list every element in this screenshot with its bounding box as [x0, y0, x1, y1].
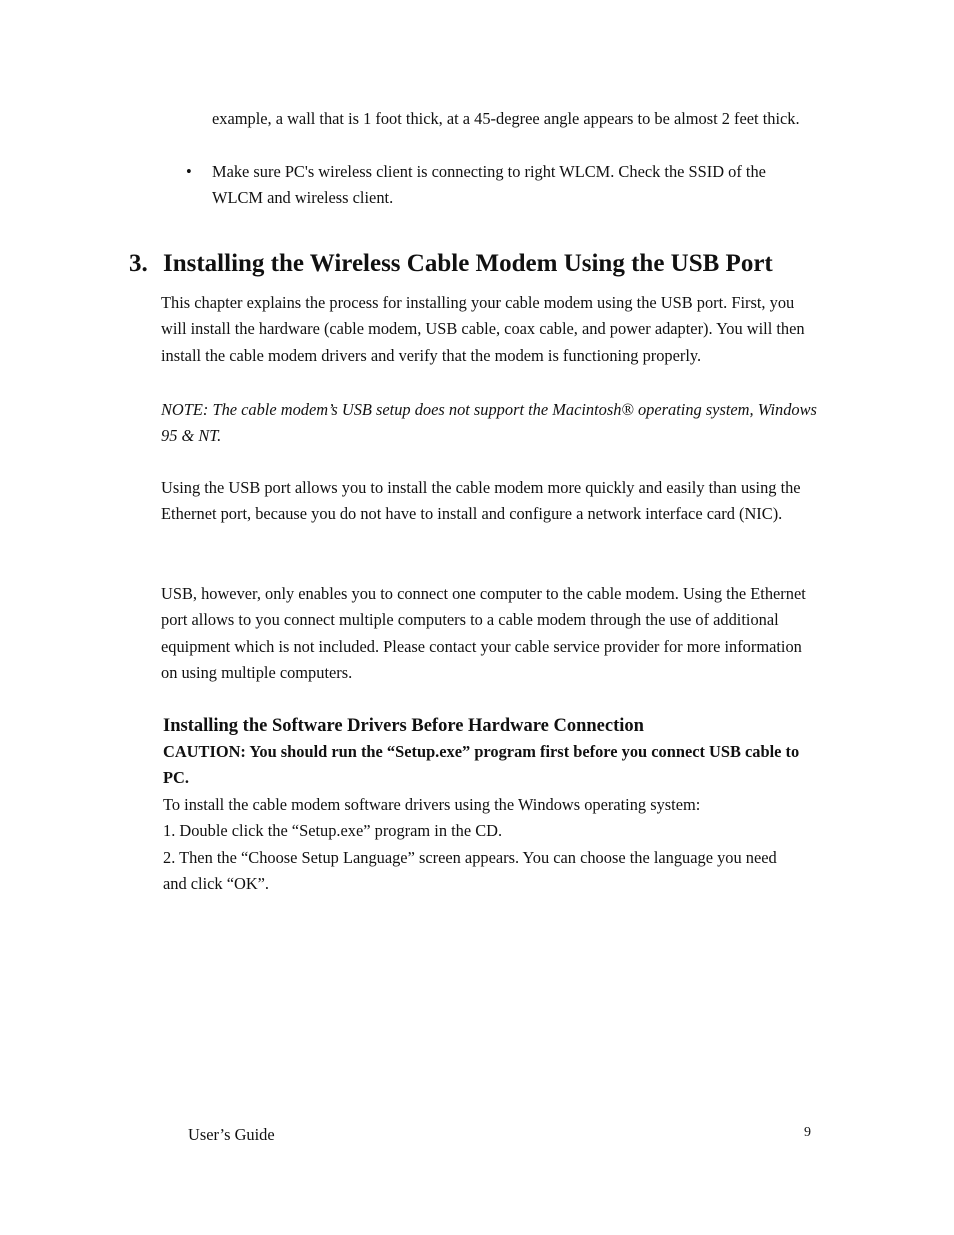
- caution-text: CAUTION: You should run the “Setup.exe” program first before you connect USB cable to PC.: [163, 742, 800, 788]
- continuation-paragraph: example, a wall that is 1 foot thick, at a 45-degree angle appears to be almost 2 feet thick.: [212, 109, 800, 128]
- bullet-text: Make sure PC's wireless client is connecting to right WLCM. Check the SSID of the WLCM and wireless client.: [212, 162, 766, 208]
- footer-title: User’s Guide: [188, 1125, 275, 1144]
- intro-paragraph: This chapter explains the process for installing your cable modem using the USB port. First, you will install the hardware (cable modem, USB cable, coax cable, and power adapter). You will then install the cable modem drivers and verify that the modem is functioning properly.: [161, 293, 805, 365]
- chapter-heading: [129, 247, 869, 281]
- instruction-text: To install the cable modem software drivers using the Windows operating system:: [163, 795, 701, 814]
- note-paragraph: NOTE: The cable modem’s USB setup does not support the Macintosh® operating system, Windows 95 & NT.: [161, 400, 817, 446]
- section-heading: Installing the Software Drivers Before Hardware Connection: [163, 716, 644, 736]
- page-number: 9: [804, 1125, 811, 1140]
- usb-limitation-paragraph: USB, however, only enables you to connect one computer to the cable modem. Using the Ethernet port allows to you connect multiple computers to a cable modem through the use of additional equipment which is not included. Please contact your cable service provider for more information on using multiple computers.: [161, 584, 806, 683]
- step-1: 1. Double click the “Setup.exe” program in the CD.: [163, 821, 503, 840]
- usb-advantage-paragraph: Using the USB port allows you to install the cable modem more quickly and easily than using the Ethernet port, because you do not have to install and configure a network interface card (NIC).: [161, 478, 801, 524]
- bullet-marker: •: [186, 162, 192, 181]
- chapter-number: 3.: [129, 250, 148, 277]
- step-2: 2. Then the “Choose Setup Language” screen appears. You can choose the language you need and click “OK”.: [163, 848, 777, 894]
- chapter-title: Installing the Wireless Cable Modem Using the USB Port: [163, 250, 773, 277]
